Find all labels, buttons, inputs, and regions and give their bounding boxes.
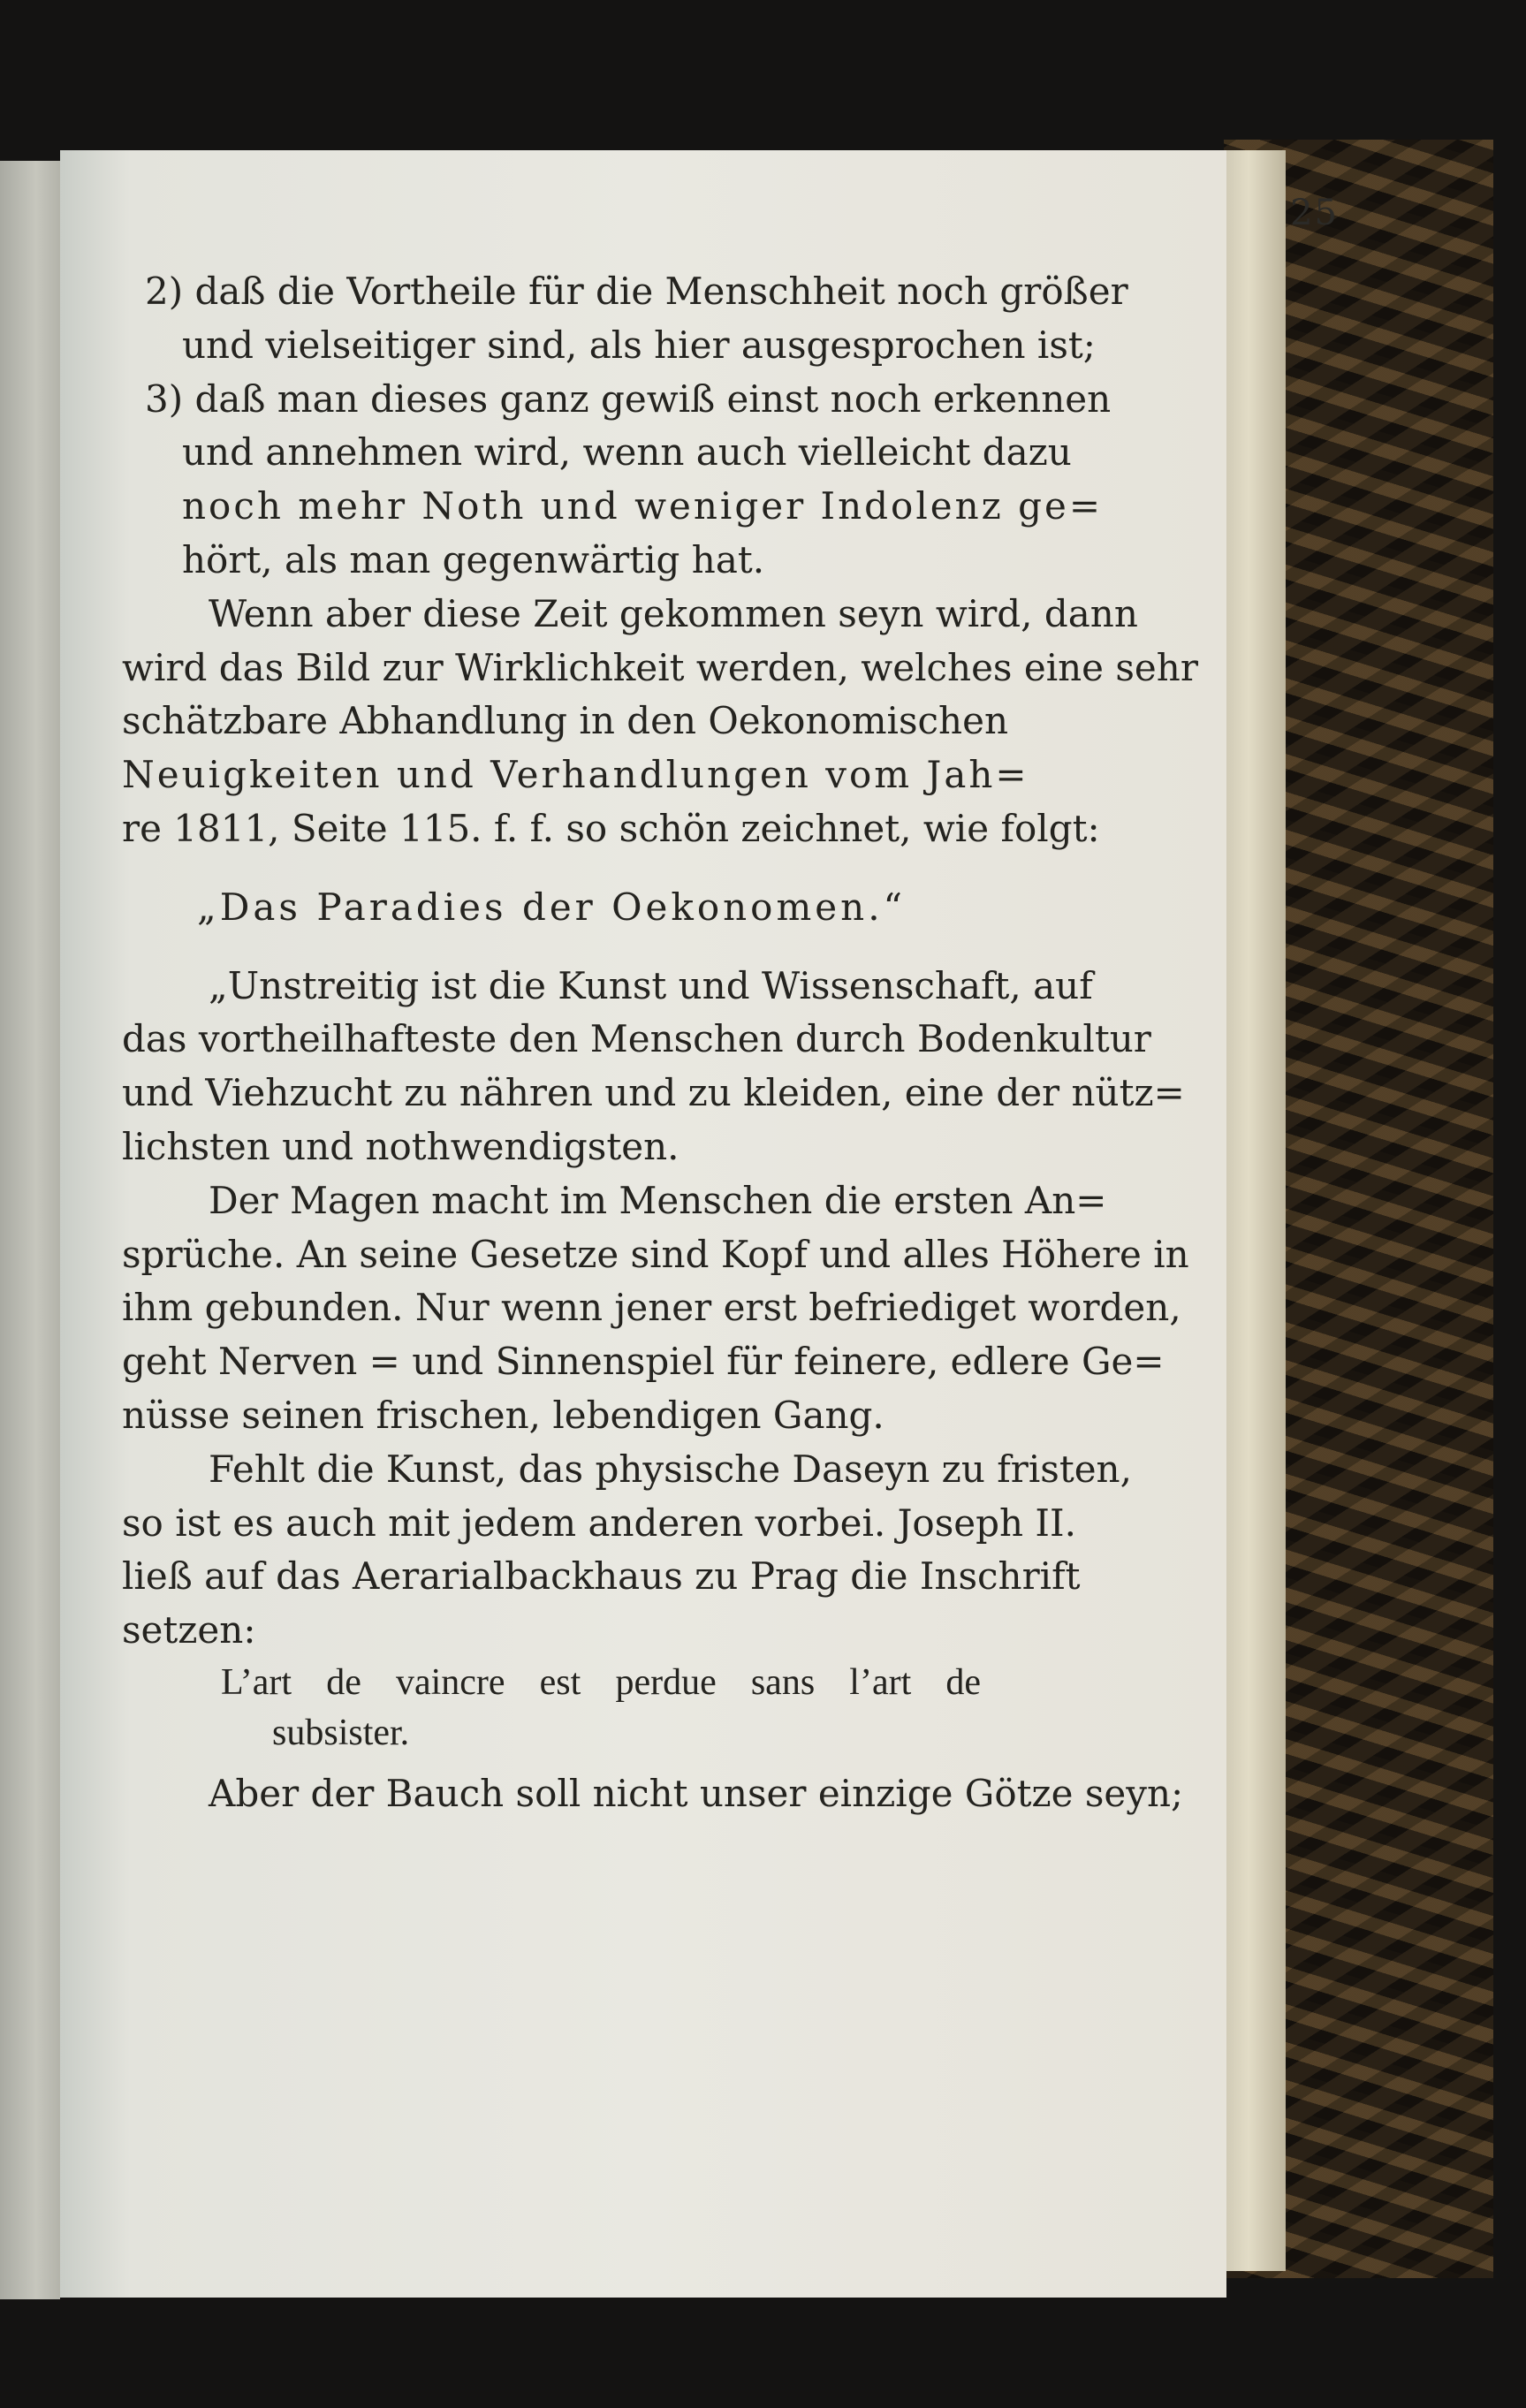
text-line: Aber der Bauch soll nicht unser einzige Götze seyn; [209,1771,1184,1815]
text-line: ihm gebunden. Nur wenn jener erst befriediget worden, [122,1286,1181,1330]
text-line: Der Magen macht im Menschen die ersten An= [209,1178,1107,1222]
text-line: lichsten und nothwendigsten. [122,1124,679,1168]
page-number: 25 [1290,193,1339,233]
text-line: hört, als man gegenwärtig hat. [182,537,765,581]
text-line: sprüche. An seine Gesetze sind Kopf und alles Höhere in [122,1232,1189,1276]
text-line: das vortheilhafteste den Menschen durch Bodenkultur [122,1017,1151,1061]
text-line: ließ auf das Aerarialbackhaus zu Prag die Inschrift [122,1554,1081,1599]
text-line: „Unstreitig ist die Kunst und Wissenschaft, auf [209,963,1093,1007]
text-line: so ist es auch mit jedem anderen vorbei. Joseph II. [122,1500,1076,1545]
quote-line: subsister. [272,1712,410,1753]
text-line: schätzbare Abhandlung in den Oekonomischen [122,699,1009,743]
section-heading: „Das Paradies der Oekonomen.“ [196,885,907,929]
text-line: Fehlt die Kunst, das physische Daseyn zu fristen, [209,1447,1132,1491]
text-line: Wenn aber diese Zeit gekommen seyn wird, dann [209,591,1138,635]
text-line: setzen: [122,1608,256,1652]
text-line: und Viehzucht zu nähren und zu kleiden, eine der nütz= [122,1071,1185,1115]
text-line: und annehmen wird, wenn auch vielleicht dazu [182,430,1072,475]
text-line: wird das Bild zur Wirklichkeit werden, welches eine sehr [122,645,1198,689]
text-line: noch mehr Noth und weniger Indolenz ge= [182,484,1104,528]
facing-page-edge [0,161,60,2299]
page-fore-edge [1224,150,1286,2271]
text-line: re 1811, Seite 115. f. f. so schön zeichnet, wie folgt: [122,806,1100,850]
quote-line: L’art de vaincre est perdue sans l’art de [221,1661,981,1703]
text-line: 2) daß die Vortheile für die Menschheit noch größer [145,270,1128,313]
page-text [122,265,1198,1821]
text-line: nüsse seinen frischen, lebendigen Gang. [122,1393,884,1437]
text-line: geht Nerven = und Sinnenspiel für feinere, edlere Ge= [122,1340,1165,1384]
text-line: Neuigkeiten und Verhandlungen vom Jah= [122,753,1029,797]
text-line: 3) daß man dieses ganz gewiß einst noch erkennen [145,376,1112,421]
text-line: und vielseitiger sind, als hier ausgesprochen ist; [182,323,1096,367]
